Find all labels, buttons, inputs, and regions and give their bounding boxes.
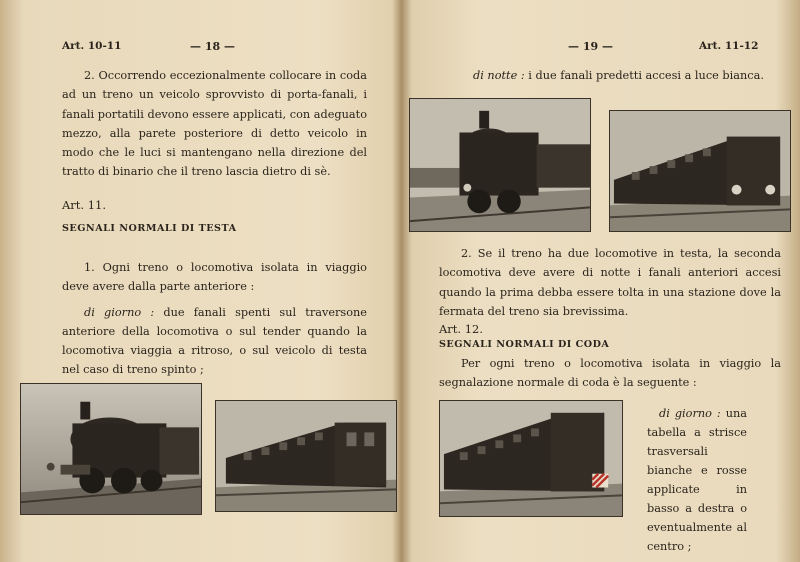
right-line-1-rest: i due fanali predetti accesi a luce bianca. <box>524 69 764 82</box>
right-side-text <box>647 404 747 556</box>
coach-image <box>216 401 396 511</box>
right-page-number: — 19 — <box>568 40 613 53</box>
right-article-heading <box>439 320 781 355</box>
tail-board-image <box>440 401 622 516</box>
right-article-title: Art. 12. <box>439 322 484 336</box>
right-paragraph-3: Per ogni treno o locomotiva isolata in viaggio la segnalazione normale di coda è la seguente : <box>439 357 781 390</box>
right-side-rest: una tabella a strisce trasversali bianche e rosse applicate in basso a destra o eventualmente al centro ; <box>647 407 747 553</box>
left-paragraph-3-lead: di giorno : <box>84 305 155 319</box>
left-paragraph-2: 1. Ogni treno o locomotiva isolata in viaggio deve avere dalla parte anteriore : <box>62 261 367 294</box>
right-line-1 <box>473 66 793 85</box>
right-side-caption <box>647 404 747 556</box>
right-article-subtitle: SEGNALI NORMALI DI CODA <box>439 339 610 351</box>
right-line-1-lead: di notte : <box>473 69 525 82</box>
striped-tail-board <box>592 474 608 488</box>
left-article-subtitle: SEGNALI NORMALI DI TESTA <box>62 223 237 235</box>
right-tail-photo <box>439 400 623 517</box>
left-paragraph-1: 2. Occorrendo eccezionalmente collocare in coda ad un treno un veicolo sprovvisto di porta-fanali, i fanali portatili devono essere applicati, con adeguato mezzo, alla parete posteriore di detto veicolo in modo che le luci si mantengano nella direzione del tratto di binario che il treno lascia dietro di sè. <box>62 69 367 179</box>
coach-image <box>610 111 790 231</box>
right-side-lead: di giorno : <box>659 407 721 420</box>
left-page-number: — 18 — <box>190 40 235 53</box>
left-article-title: Art. 11. <box>62 198 107 212</box>
right-header-article: Art. 11-12 <box>699 40 759 52</box>
left-text-block <box>62 66 367 182</box>
right-locomotive-photo <box>409 98 591 232</box>
left-article-heading <box>62 196 367 239</box>
locomotive-image <box>21 384 201 514</box>
right-text-block-2 <box>439 354 781 393</box>
right-text-block <box>439 244 781 321</box>
left-paragraph-3 <box>62 303 367 380</box>
locomotive-image <box>410 99 590 231</box>
left-locomotive-photo <box>20 383 202 515</box>
right-page <box>403 0 800 562</box>
right-paragraph-2: 2. Se il treno ha due locomotive in testa, la seconda locomotiva deve avere di notte i fanali anteriori accesi quando la prima debba essere tolta in una stazione dove la fermata del treno sia brevissima. <box>439 247 781 318</box>
left-paragraph-3-rest: due fanali spenti sul traversone anteriore della locomotiva o sul tender quando la locomotiva viaggia a ritroso, o sul veicolo di testa nel caso di treno spinto ; <box>62 305 367 377</box>
left-coach-photo <box>215 400 397 512</box>
right-coach-photo <box>609 110 791 232</box>
left-text-block-2 <box>62 258 367 380</box>
left-header-article: Art. 10-11 <box>62 40 122 52</box>
